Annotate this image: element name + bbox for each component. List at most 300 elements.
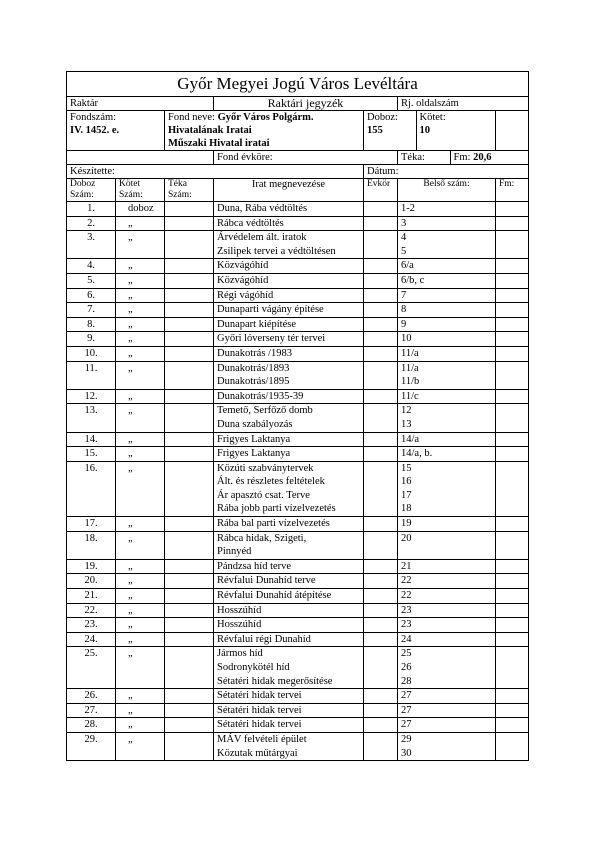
belso-szam [398, 559, 496, 574]
irat-name-line: Temető, Serfőző domb [217, 405, 313, 417]
col-belso: Belső szám: [398, 179, 496, 202]
doboz-number: 17. [67, 517, 116, 532]
belso-szam-line: 14/a [401, 433, 420, 445]
doboz-cell [364, 111, 416, 150]
table-row [67, 303, 529, 318]
belso-szam [398, 389, 496, 404]
kotet-value: „ [116, 216, 165, 231]
table-row [67, 332, 529, 347]
irat-name [214, 703, 364, 718]
kotet-value: „ [116, 259, 165, 274]
irat-name [214, 447, 364, 462]
fm-value [496, 216, 529, 231]
belso-szam-line: 21 [401, 560, 412, 572]
table-row [67, 288, 529, 303]
kotet-value: doboz [116, 202, 165, 217]
evkor-value [364, 332, 398, 347]
table-row [67, 404, 529, 432]
kotet-value: „ [116, 632, 165, 647]
evkor-value [364, 732, 398, 760]
irat-name [214, 259, 364, 274]
irat-name [214, 732, 364, 760]
belso-szam-line: 24 [401, 633, 412, 645]
jegyzek-label: Raktári jegyzék [214, 97, 398, 111]
table-row [67, 361, 529, 389]
doboz-label: Doboz: [367, 112, 398, 123]
table-row [67, 689, 529, 704]
doboz-number: 26. [67, 689, 116, 704]
irat-name [214, 718, 364, 733]
teka-value [165, 703, 214, 718]
irat-name-line: Duna szabályozás [217, 418, 293, 430]
teka-value [165, 361, 214, 389]
belso-szam [398, 259, 496, 274]
doboz-number: 20. [67, 574, 116, 589]
doboz-number: 25. [67, 647, 116, 689]
teka-value [165, 303, 214, 318]
belso-szam-line: 11/a [401, 347, 419, 359]
belso-szam-line: 10 [401, 333, 412, 345]
teka-fm-cell [398, 151, 529, 165]
evkor-value [364, 647, 398, 689]
irat-name [214, 346, 364, 361]
teka-value [165, 432, 214, 447]
belso-szam [398, 332, 496, 347]
table-row [67, 603, 529, 618]
teka-value [165, 389, 214, 404]
evkor-value [364, 404, 398, 432]
fm-value [496, 259, 529, 274]
belso-szam-line: 27 [401, 719, 412, 731]
evkor-value [364, 231, 398, 259]
irat-name-line: Pinnyéd [217, 546, 252, 558]
teka-value [165, 461, 214, 516]
evkor-value [364, 346, 398, 361]
irat-name [214, 589, 364, 604]
doboz-number: 4. [67, 259, 116, 274]
evkor-value [364, 603, 398, 618]
belso-szam [398, 574, 496, 589]
irat-name-line: Dunakotrás /1983 [217, 347, 292, 359]
archive-title: Győr Megyei Jogú Város Levéltára [67, 72, 529, 97]
irat-name [214, 216, 364, 231]
evkor-value [364, 632, 398, 647]
irat-name-line: Hosszúhíd [217, 619, 262, 631]
table-row [67, 273, 529, 288]
fm-value [496, 273, 529, 288]
teka-value [165, 603, 214, 618]
belso-szam-line: 23 [401, 604, 412, 616]
irat-name [214, 202, 364, 217]
irat-name-line: Révfalui Dunahíd átépítése [217, 590, 332, 602]
fm-value [496, 202, 529, 217]
kotet-value: „ [116, 689, 165, 704]
belso-szam [398, 231, 496, 259]
table-row [67, 216, 529, 231]
table-row [67, 618, 529, 633]
irat-name-line: Rába bal parti vízelvezetés [217, 518, 330, 530]
teka-value [165, 288, 214, 303]
evkor-value [364, 574, 398, 589]
belso-szam [398, 632, 496, 647]
fm-value [496, 618, 529, 633]
irat-name [214, 317, 364, 332]
irat-name-line: Pándzsa híd terve [217, 560, 292, 572]
teka-value [165, 647, 214, 689]
doboz-number: 28. [67, 718, 116, 733]
kotet-value: „ [116, 461, 165, 516]
evkor-value [364, 216, 398, 231]
irat-name-line: Dunakotrás/1935-39 [217, 390, 304, 402]
table-row [67, 703, 529, 718]
irat-name [214, 647, 364, 689]
belso-szam-line: 11/b [401, 376, 420, 388]
doboz-value: 155 [367, 125, 383, 136]
table-row [67, 559, 529, 574]
irat-name [214, 432, 364, 447]
fm-value [496, 317, 529, 332]
belso-szam [398, 618, 496, 633]
irat-name-line: Hosszúhíd [217, 604, 262, 616]
fm-value [496, 303, 529, 318]
belso-szam [398, 589, 496, 604]
fm-value [496, 603, 529, 618]
irat-name-line: Dunakotrás/1895 [217, 376, 290, 388]
irat-name-line: Frigyes Laktanya [217, 448, 291, 460]
kotet-value: „ [116, 732, 165, 760]
irat-name [214, 332, 364, 347]
fondszam-value: IV. 1452. e. [70, 125, 120, 136]
fm-value [496, 389, 529, 404]
belso-szam [398, 531, 496, 559]
evkor-value [364, 303, 398, 318]
fm-cell [450, 151, 528, 164]
col-kotet: Kötet Szám: [116, 179, 165, 202]
belso-szam-line: 12 [401, 405, 412, 417]
evkor-value [364, 618, 398, 633]
doboz-number: 18. [67, 531, 116, 559]
fond-neve-label: Fond neve: [168, 112, 215, 123]
table-row [67, 432, 529, 447]
irat-name-line: Duna, Rába védtöltés [217, 203, 308, 214]
table-row [67, 317, 529, 332]
evkor-value [364, 447, 398, 462]
kotet-value: „ [116, 332, 165, 347]
irat-name [214, 273, 364, 288]
belso-szam [398, 603, 496, 618]
belso-szam-line: 14/a, b. [401, 448, 433, 460]
table-row [67, 517, 529, 532]
irat-name [214, 559, 364, 574]
fm-value [496, 718, 529, 733]
fondszam-label: Fondszám: [70, 112, 117, 123]
col-evkor: Évkör [364, 179, 398, 202]
table-row [67, 259, 529, 274]
keszitette-label: Készítette: [67, 165, 364, 179]
irat-name [214, 531, 364, 559]
irat-name-line: Közúti szabványtervek [217, 462, 314, 474]
belso-szam-line: 7 [401, 289, 407, 301]
empty-cell [67, 151, 214, 165]
kotet-value: „ [116, 404, 165, 432]
belso-szam [398, 202, 496, 217]
fm-value [496, 574, 529, 589]
table-row [67, 531, 529, 559]
col-fm: Fm: [496, 179, 529, 202]
col-irat: Irat megnevezése [214, 179, 364, 202]
col-teka: Téka Szám: [165, 179, 214, 202]
belso-szam-line: 15 [401, 462, 412, 474]
evkor-value [364, 389, 398, 404]
belso-szam-line: 30 [401, 747, 412, 759]
fm-value [496, 332, 529, 347]
irat-name [214, 618, 364, 633]
fm-value [496, 589, 529, 604]
fm-value: 20,6 [473, 152, 492, 163]
belso-szam [398, 361, 496, 389]
kotet-value: „ [116, 718, 165, 733]
belso-szam-line: 25 [401, 648, 412, 660]
doboz-number: 3. [67, 231, 116, 259]
teka-value [165, 689, 214, 704]
evkor-value [364, 559, 398, 574]
irat-name [214, 574, 364, 589]
table-row [67, 346, 529, 361]
fondszam-cell [67, 111, 165, 151]
teka-value [165, 574, 214, 589]
irat-name [214, 389, 364, 404]
fm-value [496, 517, 529, 532]
fond-neve-cell [165, 111, 364, 151]
table-row [67, 732, 529, 760]
doboz-number: 27. [67, 703, 116, 718]
doboz-number: 21. [67, 589, 116, 604]
doboz-number: 13. [67, 404, 116, 432]
teka-value [165, 404, 214, 432]
evkor-value [364, 259, 398, 274]
fm-value [496, 231, 529, 259]
teka-value [165, 531, 214, 559]
belso-szam [398, 447, 496, 462]
fm-value [496, 346, 529, 361]
doboz-number: 10. [67, 346, 116, 361]
irat-name-line: Sétatéri hidak tervei [217, 690, 302, 702]
kotet-value: „ [116, 288, 165, 303]
belso-szam-line: 11/c [401, 390, 419, 402]
doboz-number: 6. [67, 288, 116, 303]
table-row [67, 589, 529, 604]
teka-value [165, 517, 214, 532]
teka-value [165, 559, 214, 574]
teka-value [165, 259, 214, 274]
irat-name-line: Rábca védtöltés [217, 217, 284, 229]
teka-value [165, 632, 214, 647]
table-row [67, 718, 529, 733]
teka-value [165, 589, 214, 604]
belso-szam [398, 346, 496, 361]
irat-name-line: Sodronykötél híd [217, 662, 290, 673]
fond-neve-value-1: Győr Város Polgárm. [217, 112, 314, 123]
fm-value [496, 531, 529, 559]
irat-name [214, 303, 364, 318]
kotet-label: Kötet: [419, 112, 446, 123]
fm-value [496, 632, 529, 647]
doboz-number: 19. [67, 559, 116, 574]
teka-value [165, 273, 214, 288]
belso-szam-line: 23 [401, 619, 412, 631]
doboz-number: 8. [67, 317, 116, 332]
doboz-number: 1. [67, 202, 116, 217]
irat-name-line: Jármos híd [217, 648, 263, 660]
fm-value [496, 461, 529, 516]
irat-name-line: Rába jobb parti vízelvezetés [217, 503, 336, 515]
belso-szam [398, 288, 496, 303]
fm-label: Fm: [453, 152, 471, 163]
belso-szam-line: 26 [401, 662, 412, 673]
belso-szam-line: 6/a [401, 260, 414, 272]
evkor-value [364, 273, 398, 288]
kotet-value: „ [116, 389, 165, 404]
teka-value [165, 718, 214, 733]
doboz-number: 2. [67, 216, 116, 231]
table-row [67, 202, 529, 217]
belso-szam [398, 461, 496, 516]
irat-name-line: Ált. és részletes feltételek [217, 476, 325, 488]
irat-name [214, 517, 364, 532]
table-row [67, 574, 529, 589]
doboz-number: 16. [67, 461, 116, 516]
evkor-value [364, 531, 398, 559]
belso-szam [398, 703, 496, 718]
kotet-value: „ [116, 447, 165, 462]
belso-szam [398, 718, 496, 733]
belso-szam-line: 6/b, c [401, 274, 425, 286]
teka-value [165, 618, 214, 633]
belso-szam [398, 732, 496, 760]
kotet-value: „ [116, 559, 165, 574]
doboz-number: 9. [67, 332, 116, 347]
belso-szam-line: 28 [401, 675, 412, 687]
irat-name-line: Sétatéri hidak megerősítése [217, 675, 333, 687]
doboz-number: 15. [67, 447, 116, 462]
irat-name [214, 404, 364, 432]
belso-szam-line: 3 [401, 217, 407, 229]
evkor-value [364, 689, 398, 704]
doboz-number: 12. [67, 389, 116, 404]
teka-value [165, 317, 214, 332]
belso-szam-line: 8 [401, 304, 407, 316]
datum-label: Dátum: [364, 165, 529, 179]
teka-value [165, 202, 214, 217]
evkor-value [364, 461, 398, 516]
belso-szam-line: 18 [401, 503, 412, 515]
fond-neve-value-2: Hivatalának Iratai [168, 125, 252, 136]
belso-szam-line: 13 [401, 418, 412, 430]
belso-szam-line: 22 [401, 590, 412, 602]
teka-value [165, 332, 214, 347]
fm-value [496, 559, 529, 574]
teka-label: Téka: [398, 151, 450, 164]
inventory-sheet [66, 71, 528, 761]
kotet-value: „ [116, 603, 165, 618]
kotet-value: „ [116, 432, 165, 447]
irat-name-line: Dunapart kiépítése [217, 318, 297, 330]
belso-szam-line: 17 [401, 489, 412, 501]
kotet-value: „ [116, 618, 165, 633]
belso-szam [398, 273, 496, 288]
irat-name [214, 632, 364, 647]
doboz-number: 24. [67, 632, 116, 647]
raktar-label: Raktár [67, 97, 214, 111]
fond-neve-value-3: Műszaki Hivatal iratai [168, 138, 270, 149]
doboz-number: 22. [67, 603, 116, 618]
fm-value [496, 404, 529, 432]
belso-szam [398, 303, 496, 318]
table-row [67, 447, 529, 462]
fm-value [496, 647, 529, 689]
irat-name-line: Zsilipek tervei a védtöltésen [217, 245, 336, 257]
irat-name-line: Ár apasztó csat. Terve [217, 489, 310, 501]
belso-szam [398, 647, 496, 689]
belso-szam-line: 27 [401, 690, 412, 702]
fm-value [496, 288, 529, 303]
belso-szam-line: 20 [401, 532, 412, 544]
irat-name-line: Közutak műtárgyai [217, 747, 298, 759]
belso-szam [398, 689, 496, 704]
doboz-number: 5. [67, 273, 116, 288]
fond-evkore-label: Fond évköre: [214, 151, 398, 165]
fm-value [496, 689, 529, 704]
kotet-value: „ [116, 346, 165, 361]
belso-szam-line: 11/a [401, 362, 419, 374]
belso-szam-line: 16 [401, 476, 412, 488]
belso-szam-line: 9 [401, 318, 407, 330]
col-doboz: Doboz Szám: [67, 179, 116, 202]
evkor-value [364, 202, 398, 217]
doboz-number: 14. [67, 432, 116, 447]
fm-value [496, 432, 529, 447]
oldalszam-label: Rj. oldalszám [398, 97, 529, 111]
table-row [67, 647, 529, 689]
kotet-value: „ [116, 317, 165, 332]
belso-szam-line: 22 [401, 575, 412, 587]
irat-name-line: Győri lóverseny tér tervei [217, 333, 326, 345]
irat-name-line: Frigyes Laktanya [217, 433, 291, 445]
kotet-value: „ [116, 703, 165, 718]
teka-value [165, 346, 214, 361]
teka-value [165, 732, 214, 760]
belso-szam [398, 216, 496, 231]
evkor-value [364, 718, 398, 733]
doboz-kotet-cell [364, 111, 496, 151]
evkor-value [364, 703, 398, 718]
kotet-value: „ [116, 517, 165, 532]
irat-name-line: Révfalui Dunahíd terve [217, 575, 316, 587]
irat-name-line: MÁV felvételi épület [217, 733, 307, 745]
kotet-cell [416, 111, 495, 150]
doboz-number: 7. [67, 303, 116, 318]
belso-szam-line: 19 [401, 518, 412, 530]
irat-name-line: Régi vágóhíd [217, 289, 274, 301]
irat-name-line: Árvédelem ált. iratok [217, 232, 307, 244]
belso-szam-line: 4 [401, 232, 407, 244]
irat-name [214, 603, 364, 618]
belso-szam [398, 517, 496, 532]
kotet-value: „ [116, 531, 165, 559]
irat-name-line: Dunaparti vágány építése [217, 304, 324, 316]
fm-value [496, 703, 529, 718]
kotet-value: 10 [419, 125, 430, 136]
